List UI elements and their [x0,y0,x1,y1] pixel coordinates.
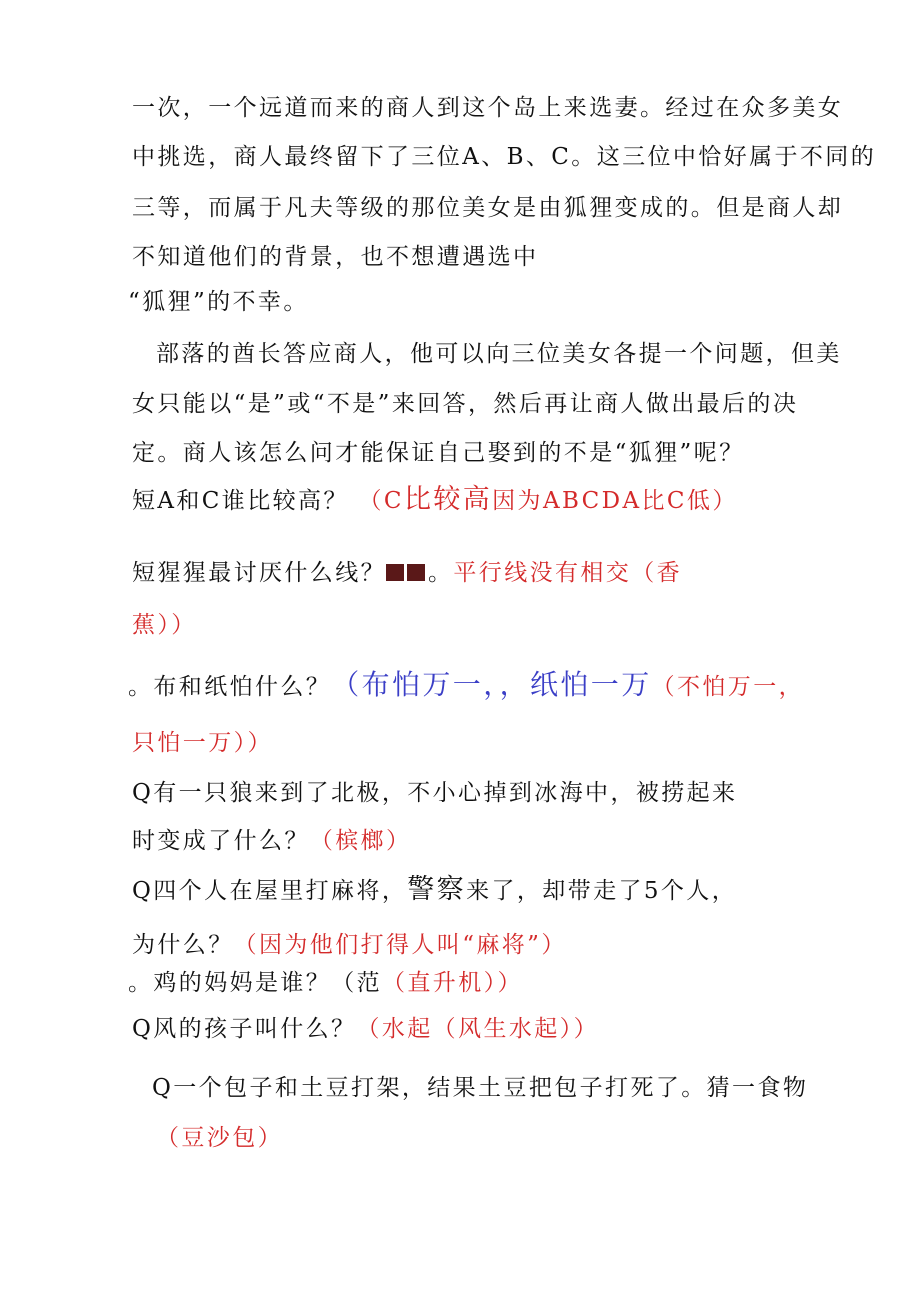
riddle-chicken-question: 。鸡的妈妈是谁？（范 [128,970,382,996]
riddle-line-period: 。 [428,560,454,586]
story-line-2: 中挑选，商人最终留下了三位A、B、C。这三位中恰好属于不同的 [132,144,877,170]
riddle-wind-question: Q风的孩子叫什么？ [132,1016,357,1042]
riddle-mahjong-police: 警察 [407,874,467,905]
riddle-line [132,558,682,588]
story-line-5: “狐狸”的不幸。 [128,289,309,315]
riddle-cloth-answer-cont: 只怕一万）） [132,730,273,756]
riddle-line-answer-cont: 蕉）） [132,612,197,638]
riddle-mahjong-line-2 [132,930,567,960]
redacted-block [386,564,404,581]
redacted-block [407,564,425,581]
riddle-cloth-answer-red: （不怕万一， [651,674,805,700]
riddle-wolf-question: 时变成了什么？ [132,828,310,854]
riddle-height-answer-big: 比较高 [403,484,493,515]
riddle-height-answer-open: （C [358,488,404,514]
story-line-6: 部落的酋长答应商人，他可以向三位美女各提一个问题，但美 [156,341,842,367]
story-line-7: 女只能以“是”或“不是”来回答，然后再让商人做出最后的决 [132,391,799,417]
riddle-wolf-line-1: Q有一只狼来到了北极，不小心掉到冰海中，被捞起来 [132,780,738,806]
riddle-line-answer: 平行线没有相交（香 [453,560,683,586]
riddle-cloth-question: 。布和纸怕什么？ [128,674,332,700]
riddle-cloth-answer-blue: （布怕万一，，纸怕一万 [331,668,652,701]
riddle-height [132,485,738,516]
riddle-mahjong-line-1 [132,875,737,906]
story-line-4: 不知道他们的背景，也不想遭遇选中 [132,244,539,270]
riddle-height-question: 短A和C谁比较高？ [132,488,349,514]
riddle-wolf-answer: （槟榔） [309,828,412,854]
story-line-1: 一次，一个远道而来的商人到这个岛上来选妻。经过在众多美女 [132,95,844,121]
riddle-bun-answer: （豆沙包） [156,1125,283,1151]
riddle-wind-answer: （水起（风生水起）） [356,1016,599,1042]
riddle-mahjong-question-d: 为什么？ [132,932,234,958]
riddle-wind [132,1014,599,1044]
riddle-wolf-line-2 [132,826,411,856]
riddle-mahjong-answer: （因为他们打得人叫“麻将”） [233,932,567,958]
riddle-chicken [128,968,523,998]
riddle-bun-question: Q一个包子和土豆打架，结果土豆把包子打死了。猜一食物 [152,1075,809,1101]
riddle-mahjong-question-c: 来了，却带走了5个人， [466,878,738,904]
story-line-3: 三等，而属于凡夫等级的那位美女是由狐狸变成的。但是商人却 [132,195,844,221]
riddle-mahjong-question-a: Q四个人在屋里打麻将， [132,878,408,904]
riddle-line-question: 短猩猩最讨厌什么线？ [132,560,386,586]
riddle-cloth [128,670,804,702]
riddle-height-answer-rest: 因为ABCDA比C低） [492,488,738,514]
story-line-8: 定。商人该怎么问才能保证自己娶到的不是“狐狸”呢？ [132,440,745,466]
riddle-chicken-answer: （直升机）） [382,970,523,996]
